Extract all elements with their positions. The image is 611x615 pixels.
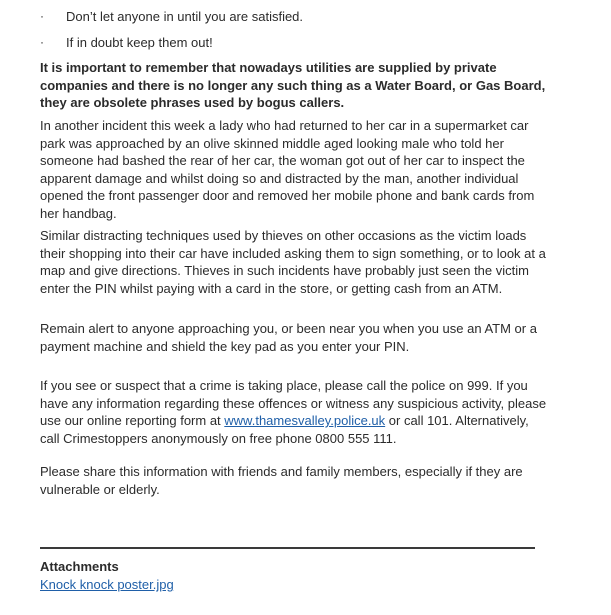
attachments-divider [40,547,535,549]
advice-bullet-list [40,8,560,60]
list-item [40,8,560,25]
police-text-after-link: or call 101. Alternatively, call Crimestoppers anonymously on free phone 0800 555 111. [40,413,529,446]
police-contact-paragraph [40,377,548,447]
list-item-text: Don’t let anyone in until you are satisfied. [66,9,304,24]
list-item-text: If in doubt keep them out! [66,35,213,50]
share-paragraph: Please share this information with friends and family members, especially if they are vulnerable or elderly. [40,464,523,497]
incident-paragraph: In another incident this week a lady who had returned to her car in a supermarket car park was approached by an olive skinned middle aged looking male who told her someone had bashed the rear of her car, the woman got out of her car to inspect the apparent damage and whilst doing so and distracted by the man, another individual opened the front passenger door and removed her mobile phone and bank cards from her handbag. [40,118,535,221]
bullet-marker: · [40,35,44,49]
bullet-marker: · [40,9,44,23]
attachments-heading: Attachments [40,559,119,574]
remain-alert-paragraph: Remain alert to anyone approaching you, or been near you when you use an ATM or a payment machine and shield the key pad as you enter your PIN. [40,321,537,354]
list-item [40,34,560,51]
police-website-link[interactable]: www.thamesvalley.police.uk [224,413,386,429]
police-text-before-link: If you see or suspect that a crime is taking place, please call the police on 999. If you have any information regarding these offences or witness any suspicious activity, please use our online reporting form at [40,378,547,429]
attachment-link[interactable]: Knock knock poster.jpg [40,577,174,592]
important-notice-paragraph: It is important to remember that nowadays utilities are supplied by private companies and there is no longer any such thing as a Water Board, or Gas Board, they are obsolete phrases used by bogus callers. [40,60,546,111]
distraction-techniques-paragraph: Similar distracting techniques used by thieves on other occasions as the victim loads their shopping into their car have included asking them to sign something, or to look at a map and give directions. Thieves in such incidents have probably just seen the victim enter the PIN whilst paying with a card in the store, or getting cash from an ATM. [40,228,546,296]
